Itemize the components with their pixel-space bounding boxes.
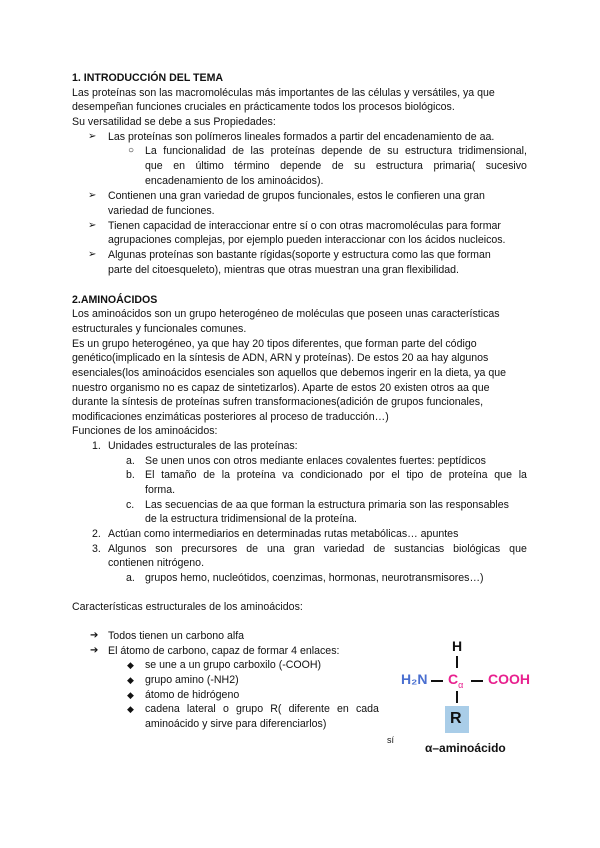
diamond-bullet-icon: ◆ (127, 675, 134, 685)
para2-line6: modificaciones enzimáticas posteriores al proceso de traducción…) (72, 411, 389, 423)
r-group-label: R (450, 710, 462, 727)
point1-sub-line3: encadenamiento de los aminoácidos). (145, 175, 324, 187)
structural-item1: Todos tienen un carbono alfa (108, 630, 245, 642)
thick-arrow-icon: ➔ (90, 630, 99, 641)
bond-bottom (456, 691, 458, 703)
carbon-bond-carboxyl: se une a un grupo carboxilo (-COOH) (145, 659, 322, 671)
function1-sub-a: Se unen unos con otros mediante enlaces covalentes fuertes: peptídicos (145, 455, 486, 467)
arrow-bullet-icon: ➢ (88, 249, 97, 260)
function3-line2: contienen nitrógeno. (108, 557, 205, 569)
function3-sub-a-mark: a. (126, 572, 135, 584)
point1-sub-line1: La funcionalidad de las proteínas depende de su estructura tridimensional, (145, 145, 527, 157)
function1-text: Unidades estructurales de las proteínas: (108, 440, 298, 452)
point4-line2: parte del citoesqueleto), mientras que otras muestran una gran flexibilidad. (108, 264, 459, 276)
amino-acid-diagram (395, 635, 535, 760)
diamond-bullet-icon: ◆ (127, 660, 134, 670)
function3-sub-a: grupos hemo, nucleótidos, coenzimas, hormonas, neurotransmisores…) (145, 572, 484, 584)
function3-line1: Algunos son precursores de una gran variedad de sustancias biológicas que (108, 543, 527, 555)
function1-sub-c-mark: c. (126, 499, 135, 511)
carbon-bond-r-line1: cadena lateral o grupo R( diferente en cada (145, 703, 379, 715)
arrow-bullet-icon: ➢ (88, 190, 97, 201)
function1-sub-c-line1: Las secuencias de aa que forman la estructura primaria son las responsables (145, 499, 509, 511)
para1-line1: Los aminoácidos son un grupo heterogéneo de moléculas que poseen unas características (72, 308, 500, 320)
structural-item2: El átomo de carbono, capaz de formar 4 enlaces: (108, 645, 340, 657)
bond-left (431, 680, 443, 682)
point3-line1: Tienen capacidad de interaccionar entre sí o con otras macromoléculas para formar (108, 220, 501, 232)
circle-bullet-icon: ○ (128, 145, 135, 156)
section1-intro-line1: Las proteínas son las macromoléculas más importantes de las células y versátiles, ya que (72, 87, 495, 99)
structural-title: Características estructurales de los aminoácidos: (72, 601, 303, 613)
para2-line4: nuestro organismo no es capaz de sintetizarlos). Aparte de estos 20 existen otros aa que (72, 382, 490, 394)
para1-line2: estructurales y funcionales comunes. (72, 323, 247, 335)
function2-text: Actúan como intermediarios en determinadas rutas metabólicas… apuntes (108, 528, 459, 540)
arrow-bullet-icon: ➢ (88, 220, 97, 231)
amino-group-label: H₂N (401, 671, 428, 687)
function1-sub-b-line1: El tamaño de la proteína va condicionado por el tipo de proteína que la (145, 469, 527, 481)
section1-title: 1. INTRODUCCIÓN DEL TEMA (72, 72, 224, 84)
carbon-bond-amino: grupo amino (-NH2) (145, 674, 239, 686)
carboxyl-group-label: COOH (488, 671, 530, 687)
alpha-carbon-label: $C_\alpha$ (448, 671, 464, 690)
carbon-bond-hydrogen: átomo de hidrógeno (145, 689, 240, 701)
function1-number: 1. (92, 440, 101, 452)
para2-line3: esenciales(los aminoácidos esenciales son aquellos que debemos ingerir en la dieta, ya que (72, 367, 507, 379)
point1-line1: Las proteínas son polímeros lineales formados a partir del encadenamiento de aa. (108, 131, 495, 143)
diamond-bullet-icon: ◆ (127, 704, 134, 714)
versatility-text: Su versatilidad se debe a sus Propiedades: (72, 116, 276, 128)
diagram-caption: α–aminoácido (425, 741, 506, 755)
bond-right (471, 680, 483, 682)
point2-line2: variedad de funciones. (108, 205, 215, 217)
point1-sub-line2: que en último término depende de su estructura primaria( sucesivo (145, 160, 527, 172)
function1-sub-a-mark: a. (126, 455, 135, 467)
section2-title: 2.AMINOÁCIDOS (72, 294, 158, 306)
arrow-bullet-icon: ➢ (88, 131, 97, 142)
point4-line1: Algunas proteínas son bastante rígidas(soporte y estructura como las que forman (108, 249, 491, 261)
function3-number: 3. (92, 543, 101, 555)
para2-line2: genético(implicado en la síntesis de ADN, ARN y proteínas). De estos 20 aa hay algunos (72, 352, 489, 364)
stray-text: sí (387, 735, 395, 745)
function1-sub-b-line2: forma. (145, 484, 176, 496)
thick-arrow-icon: ➔ (90, 645, 99, 656)
diamond-bullet-icon: ◆ (127, 690, 134, 700)
point3-line2: agrupaciones complejas, por ejemplo pueden interaccionar con los ácidos nucleicos. (108, 234, 506, 246)
para2-line1: Es un grupo heterogéneo, ya que hay 20 tipos diferentes, que forman parte del código (72, 338, 477, 350)
function1-sub-b-mark: b. (126, 469, 135, 481)
functions-title: Funciones de los aminoácidos: (72, 425, 218, 437)
bond-top (456, 656, 458, 668)
point2-line1: Contienen una gran variedad de grupos funcionales, estos le confieren una gran (108, 190, 485, 202)
para2-line5: durante la síntesis de proteínas sufren transformaciones(adición de grupos funcionales, (72, 396, 484, 408)
carbon-bond-r-line2: aminoácido y sirve para diferenciarlos) (145, 718, 327, 730)
function1-sub-c-line2: de la estructura tridimensional de la proteína. (145, 513, 357, 525)
function2-number: 2. (92, 528, 101, 540)
hydrogen-label: H (452, 638, 463, 654)
section1-intro-line2: desempeñan funciones cruciales en prácticamente todos los procesos biológicos. (72, 101, 455, 113)
